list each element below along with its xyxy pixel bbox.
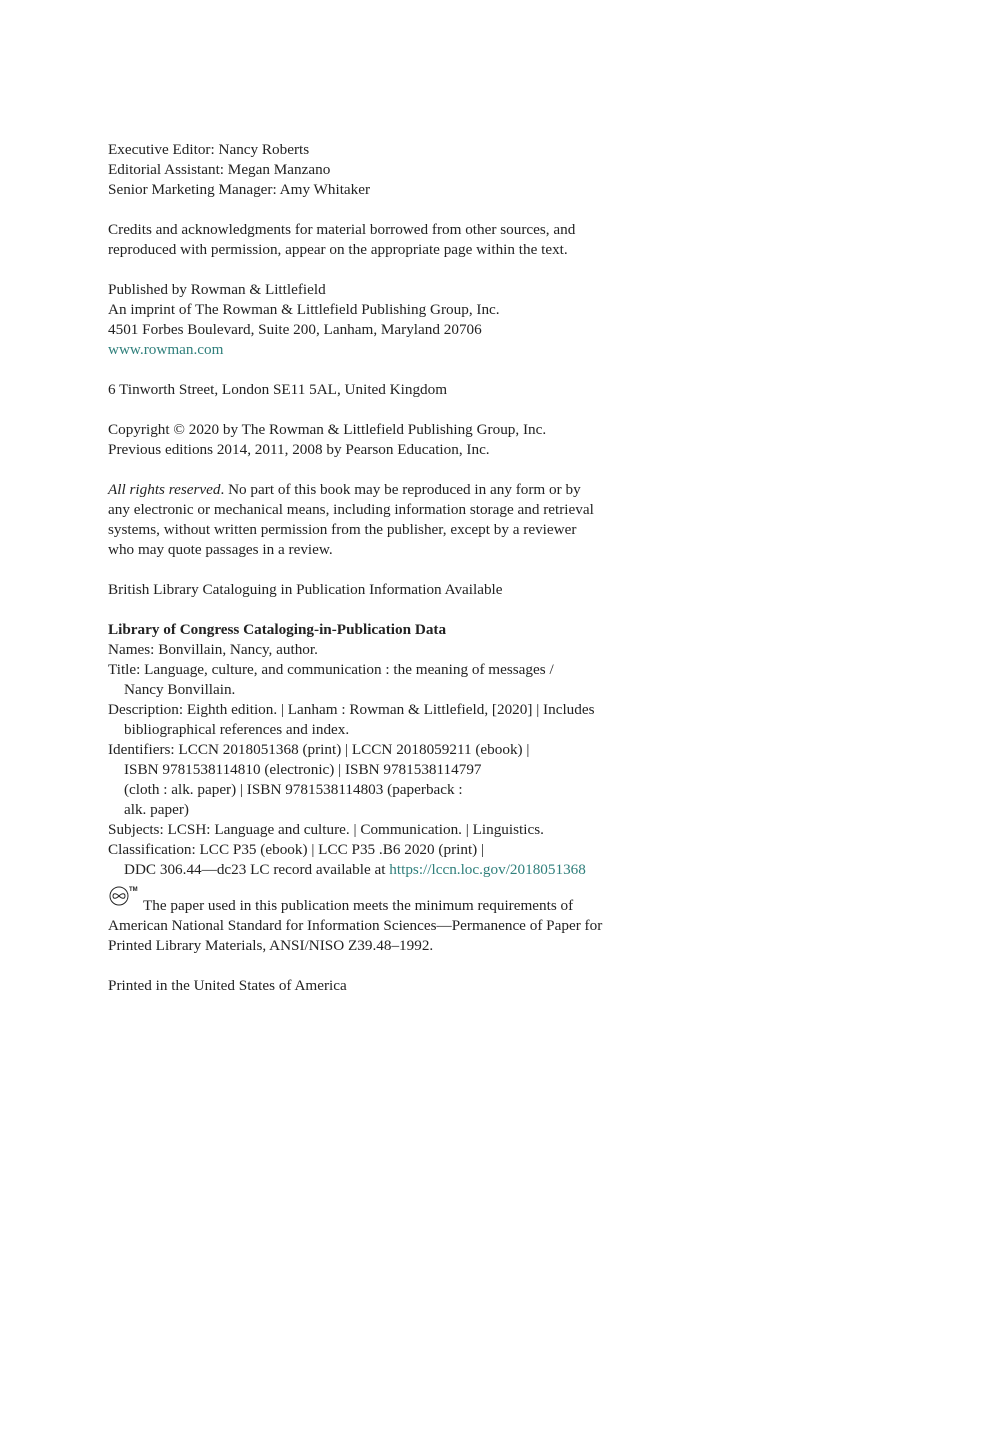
cip-classification-cont — [108, 860, 688, 880]
rights-line: any electronic or mechanical means, including information storage and retrieval — [108, 501, 594, 518]
imprint: An imprint of The Rowman & Littlefield Publishing Group, Inc. — [108, 301, 500, 318]
paper-notice-line — [108, 887, 688, 916]
british-library-notice: British Library Cataloguing in Publication Information Available — [108, 581, 503, 598]
cip-names: Names: Bonvillain, Nancy, author. — [108, 641, 318, 658]
publisher-website-link[interactable]: www.rowman.com — [108, 341, 224, 358]
spacer — [108, 956, 688, 976]
cip-classification: Classification: LCC P35 (ebook) | LCC P35 .B6 2020 (print) | — [108, 841, 485, 858]
publisher-address: 4501 Forbes Boulevard, Suite 200, Lanham, Maryland 20706 — [108, 321, 482, 338]
cip-heading: Library of Congress Cataloging-in-Publication Data — [108, 621, 447, 638]
spacer — [108, 360, 688, 380]
cip-identifiers-cont: ISBN 9781538114810 (electronic) | ISBN 9781538114797 — [124, 761, 482, 778]
paper-notice-line: American National Standard for Information Sciences—Permanence of Paper for — [108, 917, 603, 934]
cip-subjects: Subjects: LCSH: Language and culture. | Communication. | Linguistics. — [108, 821, 544, 838]
paper-notice-line: Printed Library Materials, ANSI/NISO Z39.48–1992. — [108, 937, 434, 954]
spacer — [108, 600, 688, 620]
credits-line: Credits and acknowledgments for material borrowed from other sources, and — [108, 221, 576, 238]
spacer — [108, 200, 688, 220]
executive-editor: Executive Editor: Nancy Roberts — [108, 141, 310, 158]
cip-title: Title: Language, culture, and communication : the meaning of messages / — [108, 661, 554, 678]
paper-notice-text: The paper used in this publication meets the minimum requirements of — [143, 897, 574, 914]
spacer — [108, 880, 688, 890]
rights-italic-lead: All rights reserved — [108, 481, 221, 498]
uk-address: 6 Tinworth Street, London SE11 5AL, United Kingdom — [108, 381, 448, 398]
cip-identifiers-cont: (cloth : alk. paper) | ISBN 9781538114803 (paperback : — [124, 781, 463, 798]
printed-in: Printed in the United States of America — [108, 977, 347, 994]
cip-identifiers: Identifiers: LCCN 2018051368 (print) | LCCN 2018059211 (ebook) | — [108, 741, 530, 758]
rights-line1-rest: . No part of this book may be reproduced in any form or by — [220, 481, 581, 498]
paper-notice-block — [108, 887, 688, 956]
spacer — [108, 260, 688, 280]
staff-block — [108, 140, 688, 200]
previous-editions: Previous editions 2014, 2011, 2008 by Pearson Education, Inc. — [108, 441, 490, 458]
editorial-assistant: Editorial Assistant: Megan Manzano — [108, 161, 331, 178]
rights-line: who may quote passages in a review. — [108, 541, 333, 558]
cip-identifiers-cont: alk. paper) — [124, 801, 189, 818]
credits-line: reproduced with permission, appear on the appropriate page within the text. — [108, 241, 568, 258]
spacer — [108, 560, 688, 580]
spacer — [108, 460, 688, 480]
copyright-page — [108, 140, 688, 996]
publisher-block — [108, 280, 688, 360]
lccn-record-link[interactable]: https://lccn.loc.gov/2018051368 — [389, 861, 586, 878]
credits-block — [108, 220, 688, 260]
cip-description-cont: bibliographical references and index. — [124, 721, 350, 738]
cip-title-cont: Nancy Bonvillain. — [124, 681, 236, 698]
rights-block — [108, 480, 688, 560]
infinity-paper-icon — [108, 884, 140, 906]
cip-record-text: DDC 306.44—dc23 LC record available at — [124, 861, 390, 878]
copyright-block — [108, 420, 688, 460]
marketing-manager: Senior Marketing Manager: Amy Whitaker — [108, 181, 371, 198]
spacer — [108, 400, 688, 420]
cip-block — [108, 620, 688, 880]
copyright-line: Copyright © 2020 by The Rowman & Littlefield Publishing Group, Inc. — [108, 421, 547, 438]
cip-description: Description: Eighth edition. | Lanham : Rowman & Littlefield, [2020] | Includes — [108, 701, 595, 718]
svg-text:TM: TM — [129, 887, 138, 893]
published-by: Published by Rowman & Littlefield — [108, 281, 326, 298]
rights-line: systems, without written permission from the publisher, except by a reviewer — [108, 521, 577, 538]
rights-line — [108, 480, 688, 500]
